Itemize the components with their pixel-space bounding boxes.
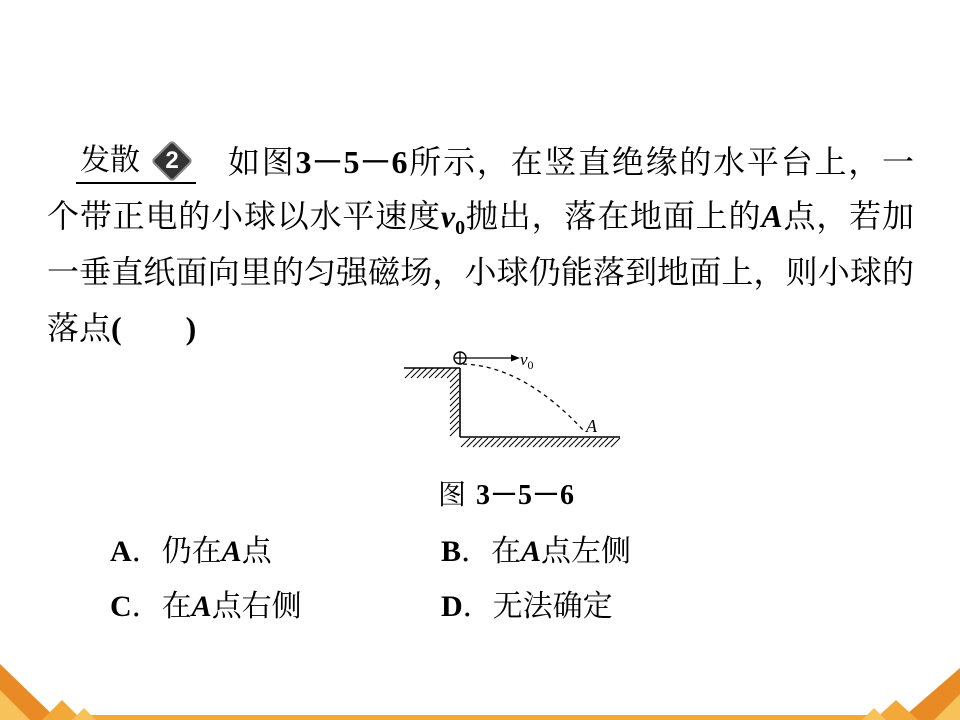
tag-label: 发散: [80, 143, 140, 178]
velocity-subscript: 0: [455, 217, 466, 239]
problem-text: 个带正电的小球以水平速度: [47, 197, 441, 235]
hatch-line: [441, 368, 451, 378]
problem-text: 所示，在竖直绝缘的水平台上，一: [407, 143, 914, 181]
option-text: 点左侧: [541, 534, 632, 569]
hatch-line: [411, 368, 421, 378]
option-separator: ．: [131, 589, 162, 624]
problem-text: 点，若加: [782, 197, 914, 235]
footer-strip: [0, 715, 960, 720]
point-label: A: [221, 535, 242, 568]
hatch-line: [435, 368, 445, 378]
option-text: 在: [161, 589, 192, 624]
option-text: 仍在: [161, 534, 222, 569]
problem-line-4: [47, 308, 196, 348]
footer-decoration: [0, 660, 960, 720]
point-a-label: A: [586, 416, 597, 436]
option-text: 点: [241, 534, 272, 569]
point-label: A: [191, 590, 212, 623]
option-b: [441, 534, 631, 570]
option-separator: ．: [461, 534, 492, 569]
caption-number: 3－5－6: [476, 480, 575, 511]
problem-text: 如图: [228, 143, 296, 181]
point-label: A: [521, 535, 542, 568]
question-tag: [76, 140, 196, 184]
option-c: [110, 589, 302, 625]
option-letter: D: [441, 590, 463, 623]
hatch-line: [405, 368, 415, 378]
option-separator: ．: [131, 534, 162, 569]
positive-charge-ball-icon: [454, 352, 466, 364]
answer-blank: ( ): [111, 310, 197, 346]
caption-label: 图: [438, 478, 467, 511]
option-letter: A: [110, 535, 132, 568]
velocity-symbol: v: [440, 198, 456, 234]
option-letter: C: [110, 590, 132, 623]
trajectory-dashed-curve: [463, 364, 584, 431]
option-a: [110, 534, 272, 570]
figure-reference: 3－5－6: [295, 144, 408, 180]
option-separator: ．: [462, 589, 493, 624]
option-d: [441, 589, 613, 625]
hatch-line: [417, 368, 427, 378]
point-label: A: [761, 198, 783, 234]
problem-text: 一垂直纸面向里的匀强磁场，小球仍能落到地面上，则小球的: [47, 253, 914, 291]
option-letter: B: [441, 535, 462, 568]
projectile-diagram: [395, 340, 635, 455]
problem-line-3: [47, 252, 914, 292]
option-text: 点右侧: [211, 589, 302, 624]
problem-line-2: [47, 196, 914, 239]
problem-text: 抛出，落在地面上的: [465, 197, 762, 235]
option-text: 无法确定: [492, 589, 613, 624]
figure-caption: [438, 478, 574, 513]
problem-line-1: [228, 142, 914, 182]
velocity-label: $v_0$: [520, 350, 534, 372]
badge-number: 2: [165, 147, 179, 174]
hatch-line: [429, 368, 439, 378]
option-text: 在: [491, 534, 522, 569]
velocity-arrowhead-icon: [511, 355, 520, 362]
hatch-line: [423, 368, 433, 378]
problem-text: 落点: [47, 309, 112, 347]
